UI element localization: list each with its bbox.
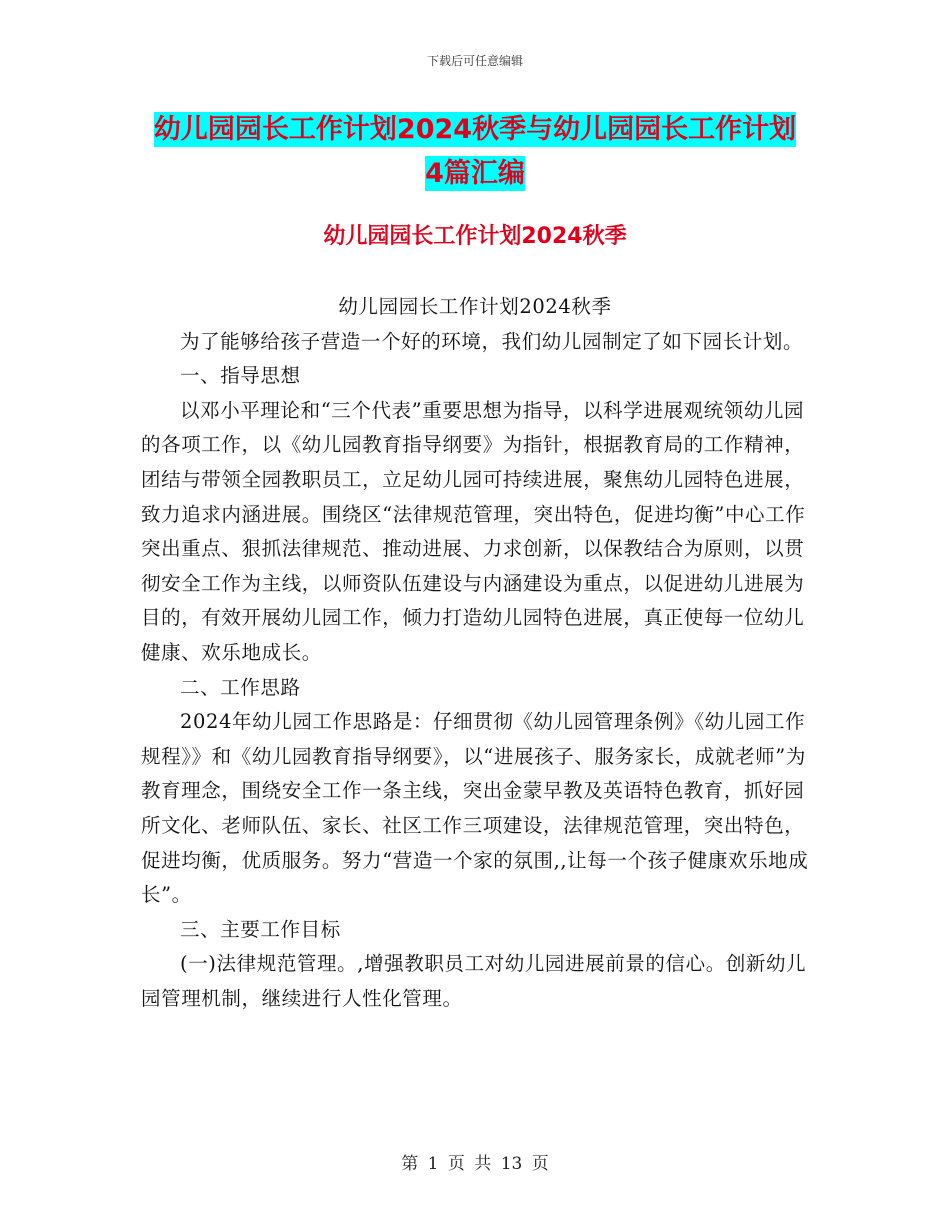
- paragraph-goal-1: (一)法律规范管理。,增强教职员工对幼儿园进展前景的信心。创新幼儿园管理机制，继续进行人性化管理。: [141, 952, 807, 1010]
- heading-work-approach: 二、工作思路: [180, 675, 301, 699]
- body-subtitle: 幼儿园园长工作计划2024秋季: [338, 295, 612, 318]
- heading-main-goals: 三、主要工作目标: [180, 917, 341, 941]
- section-heading: 幼儿园园长工作计划2024秋季: [323, 224, 627, 249]
- page-header: 下载后可任意编辑: [426, 54, 523, 68]
- page-number: 第 1 页 共 13 页: [401, 1154, 549, 1174]
- paragraph-guiding-thought: 以邓小平理论和“三个代表”重要思想为指导，以科学进展观统领幼儿园的各项工作，以《幼儿园教育指导纲要》为指针，根据教育局的工作精神，团结与带领全园教职员工，立足幼儿园可持续进展，聚焦幼儿园特色进展，致力追求内涵进展。围绕区“法律规范管理，突出特色，促进均衡”中心工作突出重点、狠抓法律规范、推动进展、力求创新，以保教结合为原则，以贯彻安全工作为主线，以师资队伍建设与内涵建设为重点，以促进幼儿进展为目的，有效开展幼儿园工作，倾力打造幼儿园特色进展，真正使每一位幼儿健康、欢乐地成长。: [141, 398, 806, 664]
- heading-guiding-thought: 一、指导思想: [180, 364, 301, 388]
- paragraph-intro: 为了能够给孩子营造一个好的环境，我们幼儿园制定了如下园长计划。: [180, 329, 804, 353]
- document-title-line-2: 4篇汇编: [425, 158, 525, 189]
- paragraph-work-approach: 2024年幼儿园工作思路是：仔细贯彻《幼儿园管理条例》《幼儿园工作规程》》和《幼儿园教育指导纲要》，以“进展孩子、服务家长，成就老师”为教育理念，围绕安全工作一条主线，突出金蒙早教及英语特色教育，抓好园所文化、老师队伍、家长、社区工作三项建设，法律规范管理，突出特色，促进均衡，优质服务。努力“营造一个家的氛围,,让每一个孩子健康欢乐地成长”。: [141, 710, 809, 907]
- document-body: [141, 290, 809, 1016]
- document-title-line-1: 幼儿园园长工作计划2024秋季与幼儿园园长工作计划: [153, 114, 797, 145]
- document-title: [140, 108, 810, 196]
